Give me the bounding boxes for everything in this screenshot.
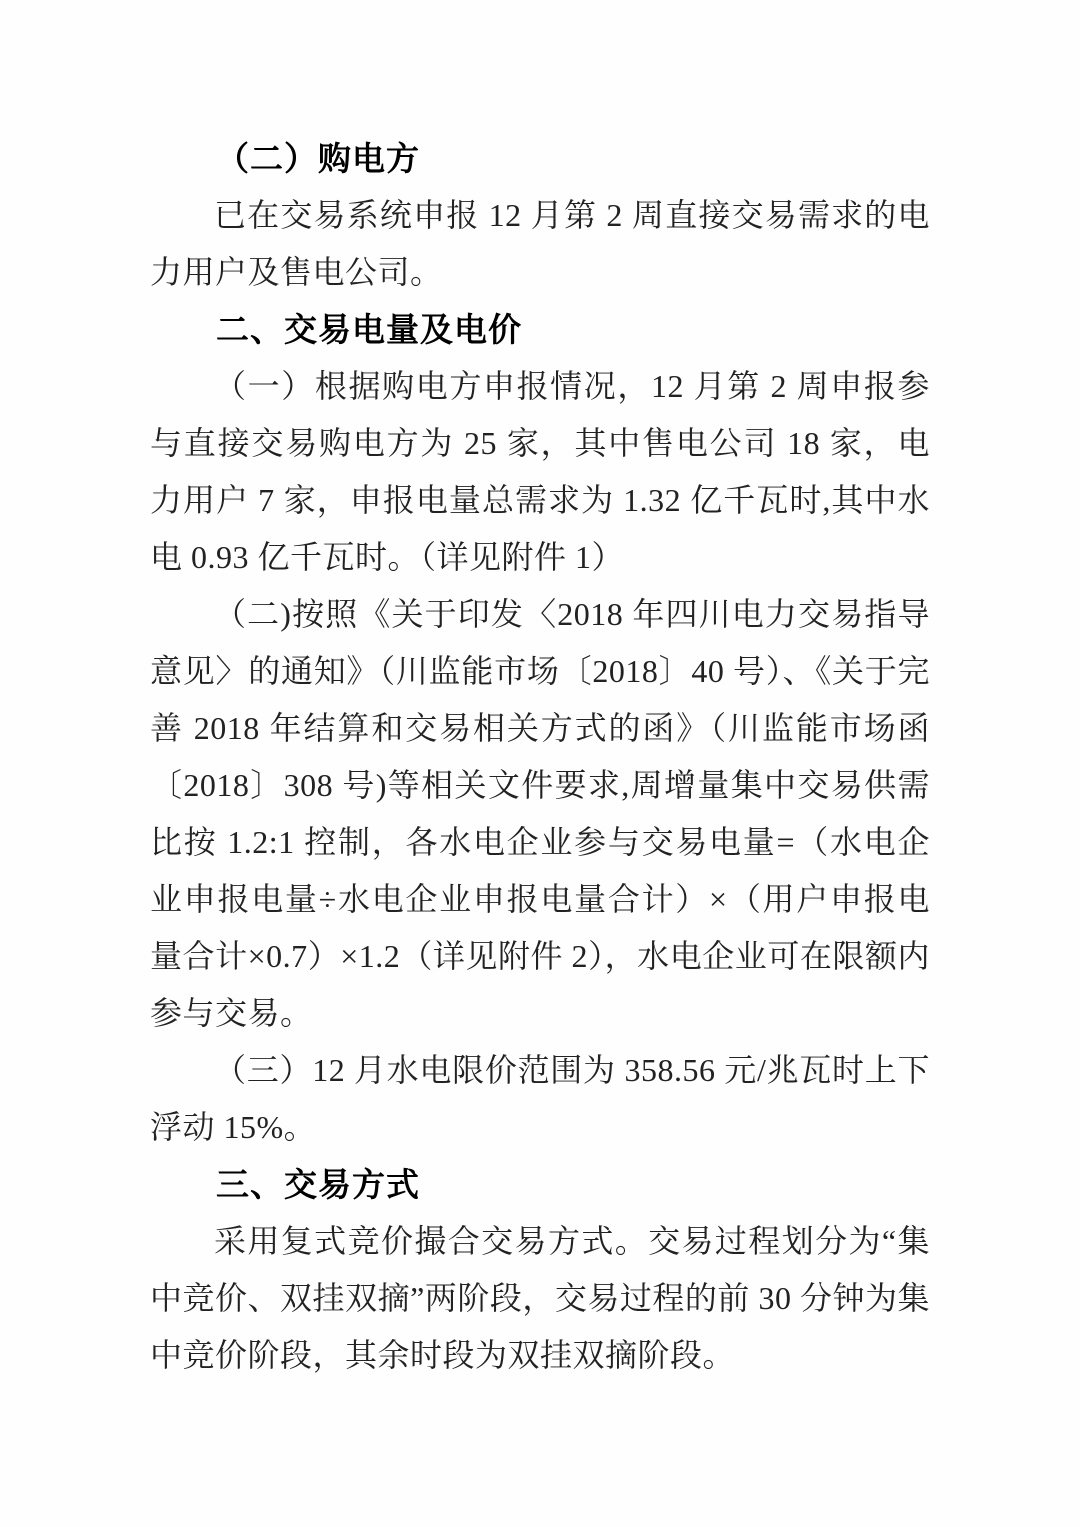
- paragraph-trade-method-description: 采用复式竞价撮合交易方式。交易过程划分为“集中竞价、双挂双摘”两阶段，交易过程的前 30 分钟为集中竞价阶段，其余时段为双挂双摘阶段。: [150, 1223, 930, 1373]
- section-heading-trade-method: 三、交易方式: [216, 1166, 420, 1203]
- paragraph-policy-and-formula: （二)按照《关于印发〈2018 年四川电力交易指导意见〉的通知》（川监能市场〔2018〕40 号）、《关于完善 2018 年结算和交易相关方式的函》（川监能市场函〔2018〕308 号)等相关文件要求,周增量集中交易供需比按 1.2:1 控制，各水电企业参与交易电量=（水电企业申报电量÷水电企业申报电量合计）×（用户申报电量合计×0.7）×1.2（详见附件 2），水电企业可在限额内参与交易。: [150, 596, 930, 1031]
- paragraph-declared-demand: （一）根据购电方申报情况，12 月第 2 周申报参与直接交易购电方为 25 家，其中售电公司 18 家，电力用户 7 家，申报电量总需求为 1.32 亿千瓦时,其中水电 0.93 亿千瓦时。（详见附件 1）: [150, 368, 930, 575]
- section-heading-trade-volume-and-price: 二、交易电量及电价: [216, 311, 522, 348]
- section-heading-power-buyer: （二）购电方: [216, 140, 420, 177]
- document-content: [150, 130, 930, 1384]
- paragraph-power-buyer-description: 已在交易系统申报 12 月第 2 周直接交易需求的电力用户及售电公司。: [150, 197, 930, 290]
- paragraph-price-limit: （三）12 月水电限价范围为 358.56 元/兆瓦时上下浮动 15%。: [150, 1052, 930, 1145]
